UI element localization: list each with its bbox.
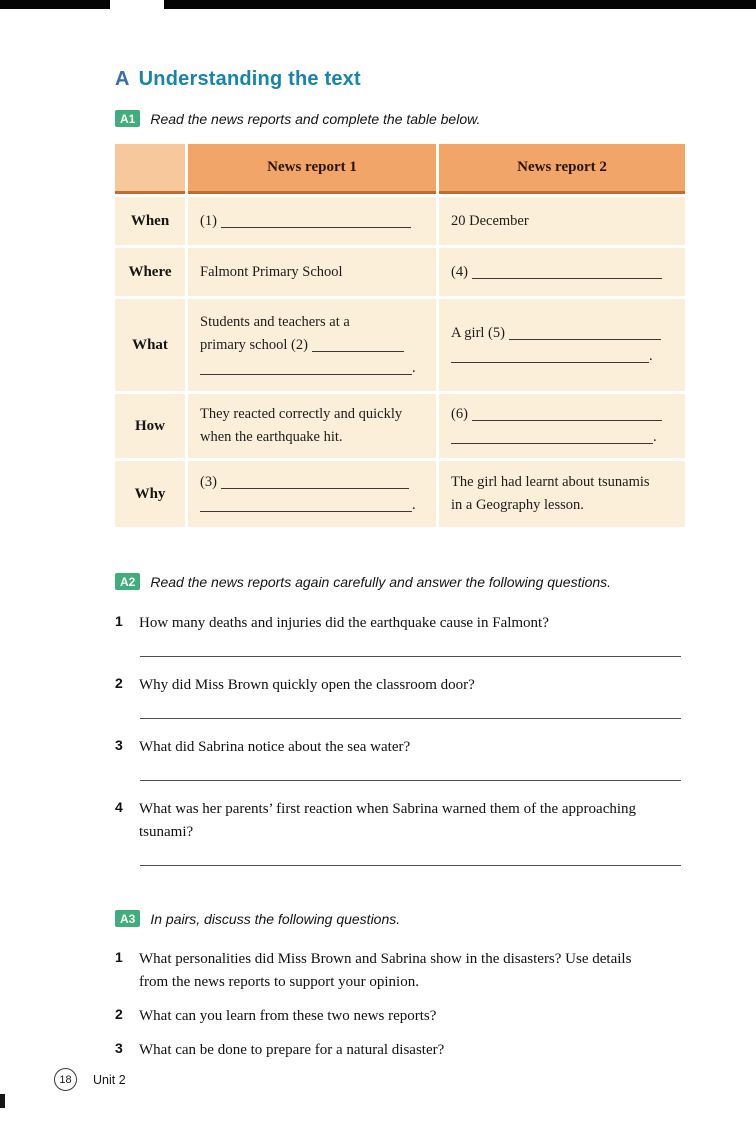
question-text: How many deaths and injuries did the earthquake cause in Falmont?	[139, 615, 549, 631]
a2-question-1	[115, 612, 660, 635]
question-number: 4	[115, 799, 123, 815]
a2-question-4	[115, 798, 660, 844]
cell-where-report2	[439, 248, 685, 296]
question-number: 1	[115, 949, 123, 965]
text-segment: A girl (5)	[451, 325, 509, 341]
page-content	[115, 0, 685, 1062]
question-number: 2	[115, 1006, 123, 1022]
question-number: 2	[115, 675, 123, 691]
text-segment: (1)	[200, 212, 221, 229]
text-segment: (4)	[451, 263, 472, 280]
comprehension-table	[115, 144, 685, 527]
text-segment: Students and teachers at a	[200, 313, 350, 330]
cell-why-report1	[188, 461, 436, 527]
activity-a3-instruction: In pairs, discuss the following questions.	[150, 910, 401, 927]
answer-blank	[200, 362, 412, 375]
text-segment: (6)	[451, 406, 472, 422]
question-text: What can you learn from these two news reports?	[139, 1008, 437, 1024]
table-header-corner-cell	[115, 144, 185, 194]
question-number: 3	[115, 737, 123, 753]
answer-line-2	[140, 718, 681, 719]
cell-when-report1	[188, 197, 436, 245]
text-segment: (3)	[200, 474, 221, 490]
activity-badge-a2: A2	[115, 573, 140, 590]
scan-artifact-speck	[0, 1094, 5, 1108]
text-segment: .	[412, 497, 416, 513]
text-segment: .	[649, 348, 653, 364]
question-text: What personalities did Miss Brown and Sabrina show in the disasters? Use details from the news reports to support your opinion.	[139, 951, 632, 990]
text-segment: They reacted correctly and quickly	[200, 406, 403, 422]
row-label-how: How	[115, 394, 185, 458]
activity-a1-header	[115, 110, 685, 127]
a3-question-2	[115, 1005, 660, 1028]
question-text: What can be done to prepare for a natural disaster?	[139, 1042, 445, 1058]
question-text: What did Sabrina notice about the sea water?	[139, 739, 411, 755]
text-segment: 20 December	[451, 212, 529, 229]
question-text: Why did Miss Brown quickly open the classroom door?	[139, 677, 475, 693]
answer-blank	[509, 327, 661, 340]
activity-a3-section	[115, 910, 685, 1062]
cell-where-report1	[188, 248, 436, 296]
activity-a2-section	[115, 573, 685, 866]
cell-when-report2	[439, 197, 685, 245]
row-label-where: Where	[115, 248, 185, 296]
section-title-text: Understanding the text	[138, 68, 361, 90]
row-label-what: What	[115, 299, 185, 391]
a3-question-3	[115, 1039, 660, 1062]
section-letter: A	[115, 68, 130, 90]
a3-question-1	[115, 948, 660, 994]
text-segment: primary school (2)	[200, 336, 312, 353]
activity-badge-a3: A3	[115, 910, 140, 927]
text-segment: when the earthquake hit.	[200, 429, 343, 445]
answer-blank	[451, 350, 649, 363]
a2-question-3	[115, 736, 660, 759]
answer-blank	[221, 476, 409, 489]
text-segment: Falmont Primary School	[200, 263, 343, 280]
text-segment: The girl had learnt about tsunamis	[451, 474, 650, 490]
answer-blank	[472, 266, 662, 279]
answer-blank	[472, 408, 662, 421]
table-header-news-report-2: News report 2	[439, 144, 685, 194]
cell-why-report2	[439, 461, 685, 527]
activity-badge-a1: A1	[115, 110, 140, 127]
table-header-news-report-1: News report 1	[188, 144, 436, 194]
text-segment: .	[412, 359, 416, 376]
text-segment: in a Geography lesson.	[451, 497, 584, 513]
cell-how-report2	[439, 394, 685, 458]
unit-label: Unit 2	[93, 1072, 126, 1087]
cell-what-report2	[439, 299, 685, 391]
answer-line-4	[140, 865, 681, 866]
page-footer	[54, 1068, 126, 1091]
question-text: What was her parents’ first reaction when Sabrina warned them of the approaching tsunami?	[139, 801, 637, 840]
row-label-when: When	[115, 197, 185, 245]
a2-question-2	[115, 674, 660, 697]
answer-line-3	[140, 780, 681, 781]
answer-blank	[451, 431, 653, 444]
answer-blank	[312, 339, 404, 352]
row-label-why: Why	[115, 461, 185, 527]
question-number: 3	[115, 1040, 123, 1056]
activity-a2-header	[115, 573, 685, 590]
text-segment: .	[653, 429, 657, 445]
answer-blank	[200, 499, 412, 512]
cell-what-report1	[188, 299, 436, 391]
question-number: 1	[115, 613, 123, 629]
cell-how-report1	[188, 394, 436, 458]
activity-a3-header	[115, 910, 685, 927]
activity-a2-instruction: Read the news reports again carefully and answer the following questions.	[150, 573, 612, 590]
activity-a1-instruction: Read the news reports and complete the table below.	[150, 110, 481, 127]
section-title	[115, 68, 685, 91]
answer-line-1	[140, 656, 681, 657]
answer-blank	[221, 215, 411, 228]
page-number-badge: 18	[54, 1068, 77, 1091]
